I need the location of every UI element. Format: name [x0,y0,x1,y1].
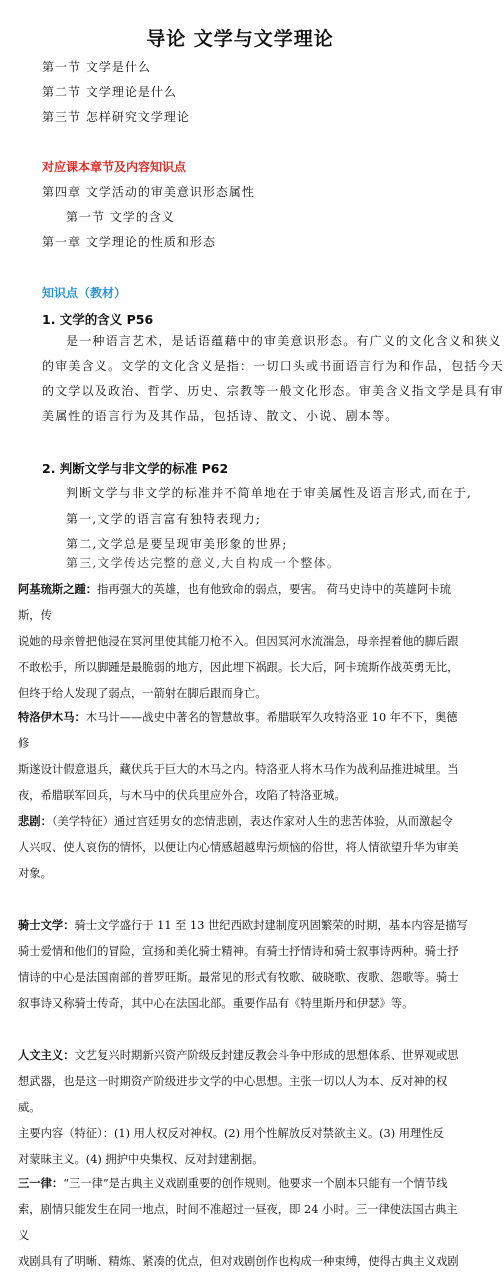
corresponding-item: 第一章 文学理论的性质和形态 [42,235,216,249]
term-line: 夜，希腊联军回兵，与木马中的伏兵里应外合，攻陷了特洛亚城。 [18,789,346,802]
term-entry [18,577,468,707]
term-line: 骑士爱情和他们的冒险，宣扬和美化骑士精神。有骑士抒情诗和骑士叙事诗两种。骑士抒 [18,945,459,958]
term-title: 特洛伊木马： [18,711,86,724]
term-entry [18,809,468,887]
term-entry [18,1043,468,1173]
toc-item: 第二节 文学理论是什么 [42,85,177,99]
point-line: 的审美含义。文学的文化含义是指：一切口头或书面语言行为和作品，包括今天 [42,359,504,373]
knowledge-heading: 知识点（教材） [42,286,127,300]
point-line: 第二,文学总是要呈现审美形象的世界; [66,537,288,551]
term-line: （美学特征）通过宫廷男女的恋情悲剧，表达作家对人生的悲苦体验，从而激起令 [51,815,453,828]
corresponding-heading: 对应课本章节及内容知识点 [42,160,187,174]
term-line: 对象。 [18,867,52,880]
point-line: 的文学以及政治、哲学、历史、宗教等一般文化形态。审美含义指文学是具有审 [42,384,504,398]
term-line: 木马计——战史中著名的智慧故事。希腊联军久攻特洛亚 10 年不下，奥德修 [18,711,458,750]
term-entry [18,1171,468,1275]
term-line: 情诗的中心是法国南部的普罗旺斯。最常见的形式有牧歌、破晓歌、夜歌、怨歌等。骑士 [18,971,459,984]
page-title: 导论 文学与文学理论 [146,28,334,50]
toc-item: 第三节 怎样研究文学理论 [42,110,190,124]
term-title: 三一律： [18,1177,64,1190]
term-line: 戏剧具有了明晰、精炼、紧凑的优点，但对戏剧创作也构成一种束缚，使得古典主义戏剧 [18,1255,459,1268]
term-line: 斯遂设计假意退兵，藏伏兵于巨大的木马之内。特洛亚人将木马作为战利品推进城里。当 [18,763,459,776]
term-line: 不敢松手，所以脚踵是最脆弱的地方，因此埋下祸跟。长大后，阿卡琉斯作战英勇无比， [18,661,459,674]
term-line: 但终于给人发现了弱点，一箭射在脚后跟而身亡。 [18,687,267,700]
point-line: 是一种语言艺术，是话语蕴藉中的审美意识形态。有广义的文化含义和狭义 [66,334,502,348]
term-line: 对蒙昧主义。(4) 拥护中央集权、反对封建割据。 [18,1153,264,1166]
term-line: 骑士文学盛行于 11 至 13 世纪西欧封建制度巩固繁荣的时期，基本内容是描写 [74,919,468,932]
term-entry [18,705,468,809]
point-line: 第三,文学传达完整的意义,大自构成一个整体。 [66,556,341,570]
term-line: 说她的母亲曾把他浸在冥河里使其能刀枪不入。但因冥河水流湍急，母亲捏着他的脚后跟 [18,635,459,648]
point-line: 美属性的语言行为及其作品，包括诗、散文、小说、剧本等。 [42,409,399,423]
corresponding-item: 第四章 文学活动的审美意识形态属性 [42,185,255,199]
point-heading: 2. 判断文学与非文学的标准 P62 [42,461,229,476]
term-title: 人文主义： [18,1049,75,1062]
point-line: 第一,文学的语言富有独特表现力; [66,512,262,526]
term-title: 骑士文学： [18,919,75,932]
corresponding-item: 第一节 文学的含义 [66,210,175,224]
term-line: 主要内容（特征）：(1) 用人权反对神权。(2) 用个性解放反对禁欲主义。(3) 用理性反 [18,1127,444,1140]
term-entry [18,913,468,1017]
term-line: 人兴叹、使人哀伤的情怀，以便让内心情感超越卑污烦恼的俗世，将人情欲望升华为审美 [18,841,459,854]
term-line: 指再强大的英雄，也有他致命的弱点，要害。 荷马史诗中的英雄阿卡琉斯，传 [18,583,451,622]
point-line: 判断文学与非文学的标准并不简单地在于审美属性及语言形式,而在于, [66,486,473,500]
term-title: 悲剧： [18,815,52,828]
term-line: 叙事诗又称骑士传奇，其中心在法国北部。重要作品有《特里斯丹和伊瑟》等。 [18,997,414,1010]
term-line: 文艺复兴时期新兴资产阶级反封建反教会斗争中形成的思想体系、世界观或思 [74,1049,459,1062]
term-line: “三一律”是古典主义戏剧重要的创作规则。他要求一个剧本只能有一个情节线 [63,1177,448,1190]
point-heading: 1. 文学的含义 P56 [42,312,154,327]
toc-item: 第一节 文学是什么 [42,60,151,74]
term-title: 阿基琉斯之踵： [18,583,98,596]
term-line: 想武器，也是这一时期资产阶级进步文学的中心思想。主张一切以人为本、反对神的权威。 [18,1075,448,1114]
term-line: 索，剧情只能发生在同一地点，时间不准超过一昼夜，即 24 小时。三一律使法国古典主义 [18,1203,458,1242]
